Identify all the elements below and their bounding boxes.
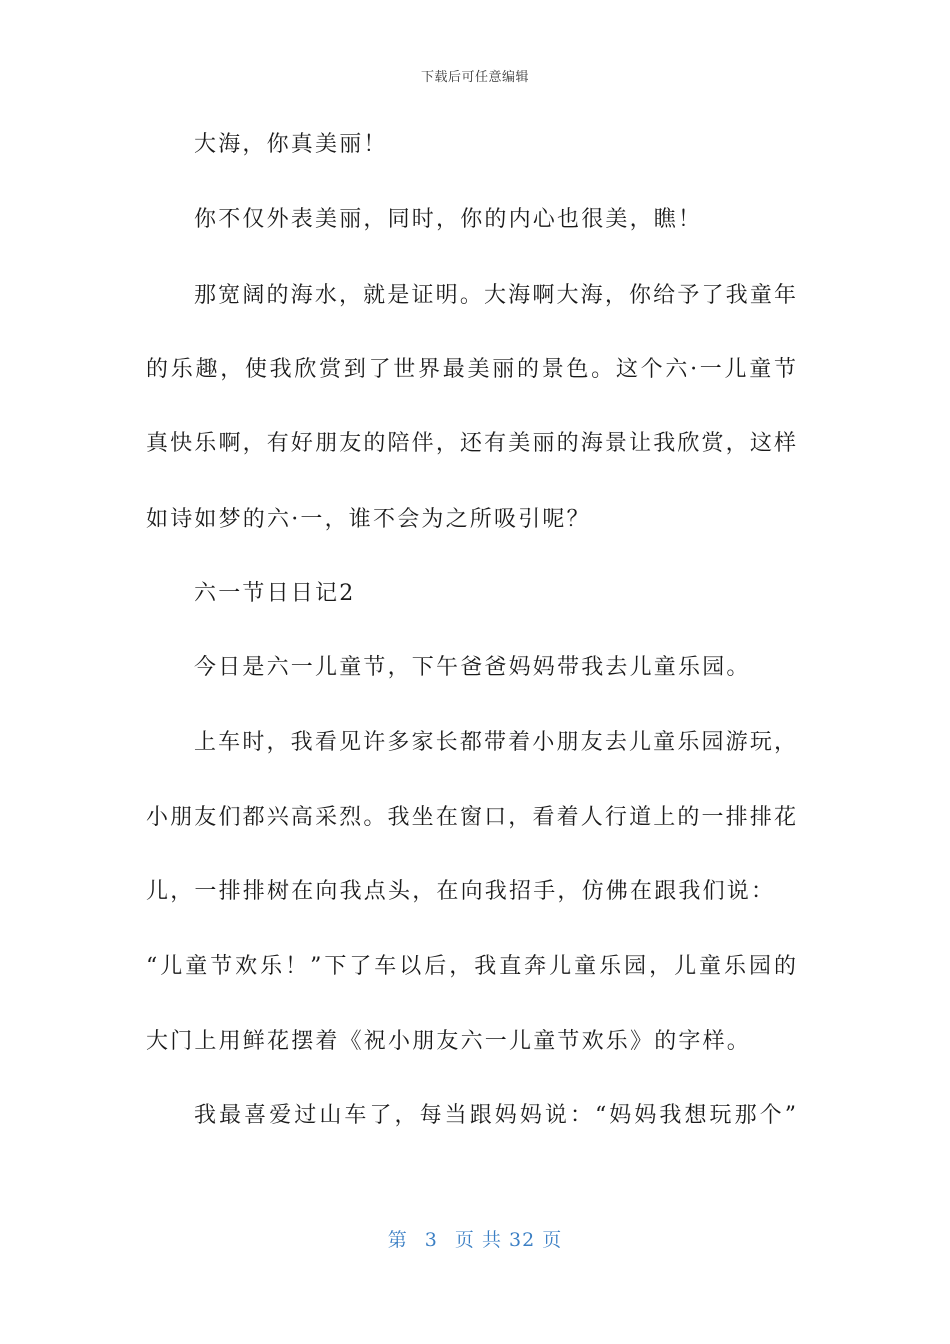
paragraph-line: “儿童节欢乐！”下了车以后，我直奔儿童乐园，儿童乐园的 xyxy=(146,954,796,979)
paragraph-line: 我最喜爱过山车了，每当跟妈妈说：“妈妈我想玩那个” xyxy=(194,1103,796,1128)
paragraph-line: 大海，你真美丽！ xyxy=(194,132,388,157)
page-header: 下载后可任意编辑 xyxy=(420,70,529,85)
paragraph-line: 今日是六一儿童节，下午爸爸妈妈带我去儿童乐园。 xyxy=(194,655,751,680)
footer-page-number: 3 xyxy=(424,1229,438,1251)
footer-prefix: 第 xyxy=(387,1229,408,1251)
paragraph-line: 真快乐啊，有好朋友的陪伴，还有美丽的海景让我欣赏，这样 xyxy=(146,431,796,456)
section-heading: 六一节日日记2 xyxy=(194,581,356,606)
paragraph-line: 你不仅外表美丽，同时，你的内心也很美，瞧！ xyxy=(194,207,703,232)
page-footer xyxy=(0,1225,950,1252)
paragraph-line: 那宽阔的海水，就是证明。大海啊大海，你给予了我童年 xyxy=(194,283,796,308)
paragraph-line: 小朋友们都兴高采烈。我坐在窗口，看着人行道上的一排排花 xyxy=(146,805,796,830)
footer-total-pages: 32 xyxy=(509,1229,536,1251)
paragraph-line: 上车时，我看见许多家长都带着小朋友去儿童乐园游玩， xyxy=(194,730,796,755)
footer-mid: 页 共 xyxy=(454,1229,502,1251)
paragraph-line: 大门上用鲜花摆着《祝小朋友六一儿童节欢乐》的字样。 xyxy=(146,1029,752,1054)
footer-suffix: 页 xyxy=(542,1229,563,1251)
paragraph-line: 的乐趣，使我欣赏到了世界最美丽的景色。这个六·一儿童节 xyxy=(146,357,796,382)
paragraph-line: 儿，一排排树在向我点头，在向我招手，仿佛在跟我们说： xyxy=(146,879,776,904)
paragraph-line: 如诗如梦的六·一，谁不会为之所吸引呢？ xyxy=(146,507,591,532)
